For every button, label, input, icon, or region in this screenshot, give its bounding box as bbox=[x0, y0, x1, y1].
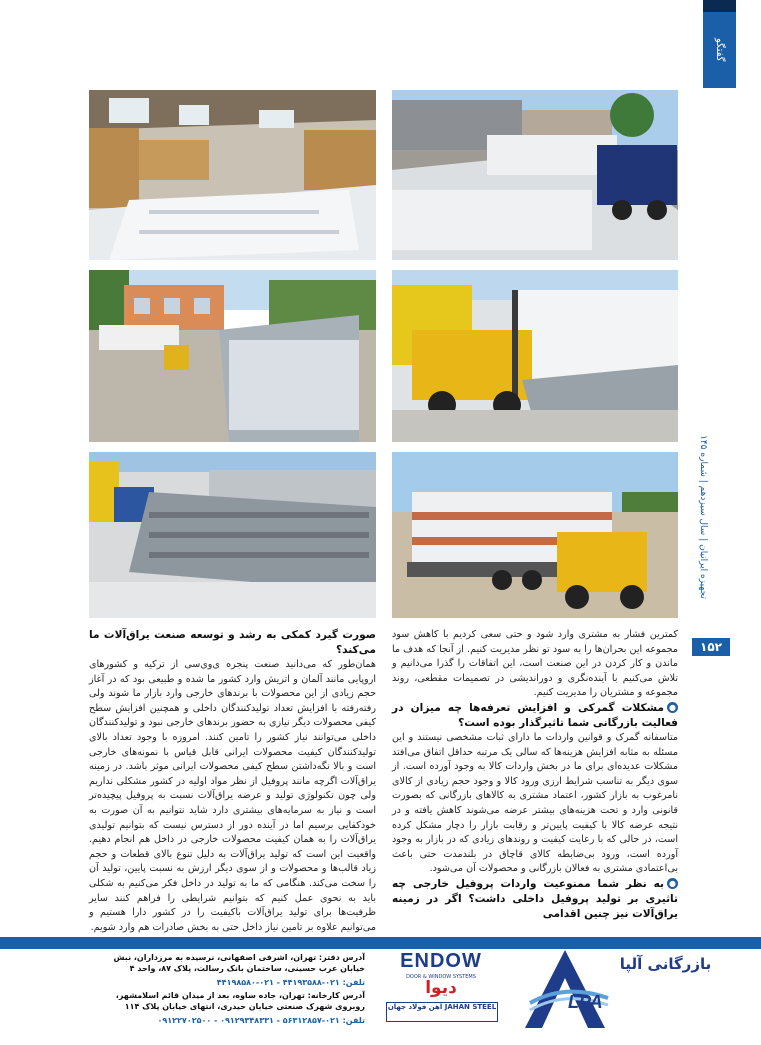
photo-truck-loading bbox=[392, 90, 678, 260]
factory-phone: تلفن: ۰۲۱-۵۶۳۱۲۸۵۷ - ۰۹۱۲۹۳۴۸۳۳۱ - ۰۹۱۲۲۷۰۲۵۰۰ bbox=[157, 1016, 365, 1025]
office-address: آدرس دفتر: تهران، اشرفی اصفهانی، نرسیده به مرزداران، نبش خیابان عرب حسینی، ساختمان بانک رسالت، پلاک ۸۷، واحد ۴ bbox=[113, 953, 365, 973]
diva-logo: دیوا bbox=[425, 978, 457, 998]
photo-forklift-profiles bbox=[392, 270, 678, 442]
page-number: ۱۵۲ bbox=[692, 638, 730, 656]
section-tab-cap bbox=[703, 0, 736, 12]
issue-meta-vertical: تجهیزه ایرانیان | سال سیزدهم | شماره ۱۴۵ bbox=[698, 435, 708, 599]
jahan-steel-logo: آهن فولاد جهان JAHAN STEEL bbox=[386, 1002, 498, 1022]
company-latin-name: LPA bbox=[568, 992, 603, 1012]
paragraph-intro: کمترین فشار به مشتری وارد شود و حتی سعی کردیم با کاهش سود مجموعه این بحران‌ها را به سود تو نظر مدیریت کنیم. از آنجا که هدف ما ماندن و کار کردن در این صنعت است، این اتفاقات را گذرا می‌دانیم و تلاش می‌کنیم با آینده‌نگری و دوراندیشی در تصمیمات مقطعی، روند مجموعه و مشتریان را مدیریت کنیم. bbox=[392, 629, 678, 699]
question-number-icon: ● bbox=[667, 702, 678, 713]
endow-tagline: DOOR & WINDOW SYSTEMS bbox=[406, 974, 476, 980]
company-name: بازرگانی آلپا bbox=[619, 955, 712, 973]
alpa-logo-icon bbox=[520, 948, 610, 1030]
question-3-text: مشکلات گمرکی و افزایش تعرفه‌ها چه میزان در فعالیت بازرگانی شما تاثیرگذار بوده است؟ bbox=[392, 701, 678, 729]
answer-3: متاسفانه گمرک و قوانین واردات ما دارای ثبات مشخصی نیستند و این مسئله به مثابه افزایش هزینه‌ها که سالی یک مرتبه حداقل اتفاق می‌افتد مشکلات عدیده‌ای برای ما در بخش واردات کالا به وجود آورده است. از سوی دیگر به تناسب شرایط ارزی ورود کالا و وجود حجم زیادی از کالای نامرغوب به بازار کشور، اعتماد مشتری به کالاهای بازرگانی که بصورت قانونی وارد و تحت هزینه‌های بیشتر عرضه می‌شوند کاهش یافته و در نتیجه عرضه کالا با کیفیت پایین‌تر و رقابت بازار را دچار مشکل کرده است، در حالی که با رعایت کیفیت و روندهای زیادی که در بازار به وجود آورده است، ورود بی‌ضابطه کالای قاچاق در بلندمدت حتی باعث بی‌اعتمادی مشتری به فعالان بازرگانی و محصولات آن می‌شود. bbox=[392, 731, 678, 875]
section-tab bbox=[703, 0, 736, 88]
answer-4: همان‌طور که می‌دانید صنعت پنجره ی‌وی‌سی از ترکیه و کشورهای اروپایی مانند آلمان و اتریش وارد کشور ما شده و طبیعی بود که در آغاز حجم زیادی از این محصولات با برندهای خارجی وارد بازار ما شوند ولی رفته‌رفته با افزایش تعداد تولیدکنندگان داخلی و همچنین افزایش سطح کیفی محصولات دیگر نیازی به حضور برندهای خارجی نبود و تولیدکنندگان داخلی می‌توانند نیاز کشور را تامین کنند. امروزه با وجود تعداد بالای تولیدکنندگان کیفیت محصولات ایرانی قابل قیاس با نمونه‌های خارجی است و بالا نگه‌داشتن سطح کیفی محصولات ایرانی موثر باشد. در زمینه یراق‌آلات اگرچه مانند پروفیل از نظر مواد اولیه در کشور مشکلی نداریم ولی چون تکنولوژی تولید و عرضه یراق‌آلات نسبت به پروفیل پیچیده‌تر است و نیاز به سرمایه‌های بیشتری دارد شاید نتوانیم به آن صورت به خودکفایی برسیم اما در آینده دور از دسترس نیست که بتوانیم تولیدی یراق‌آلات را به همان کیفیت محصولات خارجی در داخل هم انجام دهیم. واقعیت این است که تولید یراق‌آلات به دلیل تنوع بالای قطعات و حجم زیاد قالب‌ها و محصولات و از سوی دیگر ارزش به نسبت پایین، تولید آن را سخت می‌کند. هنگامی که ما به تولید در داخل فکر می‌کنیم به شکلی باید به نحوی عمل کنیم که بتوانیم شرایطی را فراهم کنند سایر ظرفیت‌ها برای تولید یراق‌آلات باکیفیت را در کشور دارا هستیم و می‌توانیم علاوه بر تامین نیاز داخل حتی به بخش صادرات هم وارد شویم. bbox=[89, 659, 376, 933]
question-4-continued: صورت گیرد کمکی به رشد و توسعه صنعت یراق‌آلات ما می‌کند؟ bbox=[89, 629, 376, 656]
text-column-right bbox=[392, 628, 678, 928]
question-4-text: به نظر شما ممنوعیت واردات پروفیل خارجی چه تاثیری بر تولید پروفیل داخلی داشت؟ اگر در زمینه یراق‌آلات نیز چنین اقدامی bbox=[392, 877, 678, 920]
photo-forklift-truck bbox=[392, 452, 678, 618]
factory-address: آدرس کارخانه: تهران، جاده ساوه، بعد از میدان قائم اسلامشهر، روبروی شهرک صنعتی خیابان حیدری، انتهای خیابان پلاک ۱۱۴ bbox=[115, 991, 365, 1011]
question-4 bbox=[392, 877, 678, 922]
endow-logo: ENDOW bbox=[400, 950, 482, 972]
photo-warehouse-interior bbox=[89, 90, 376, 260]
question-number-icon: ● bbox=[667, 878, 678, 889]
text-column-left bbox=[89, 628, 376, 933]
question-3 bbox=[392, 701, 678, 731]
office-phone: تلفن: ۰۲۱-۴۴۱۹۳۵۸۸ - ۰۲۱-۴۴۱۹۸۵۸۰ bbox=[216, 978, 365, 987]
photo-yard-pallets bbox=[89, 270, 376, 442]
photo-profile-stacks bbox=[89, 452, 376, 618]
footer-bar bbox=[0, 937, 761, 949]
section-tab-label: گفتگو bbox=[714, 38, 725, 62]
